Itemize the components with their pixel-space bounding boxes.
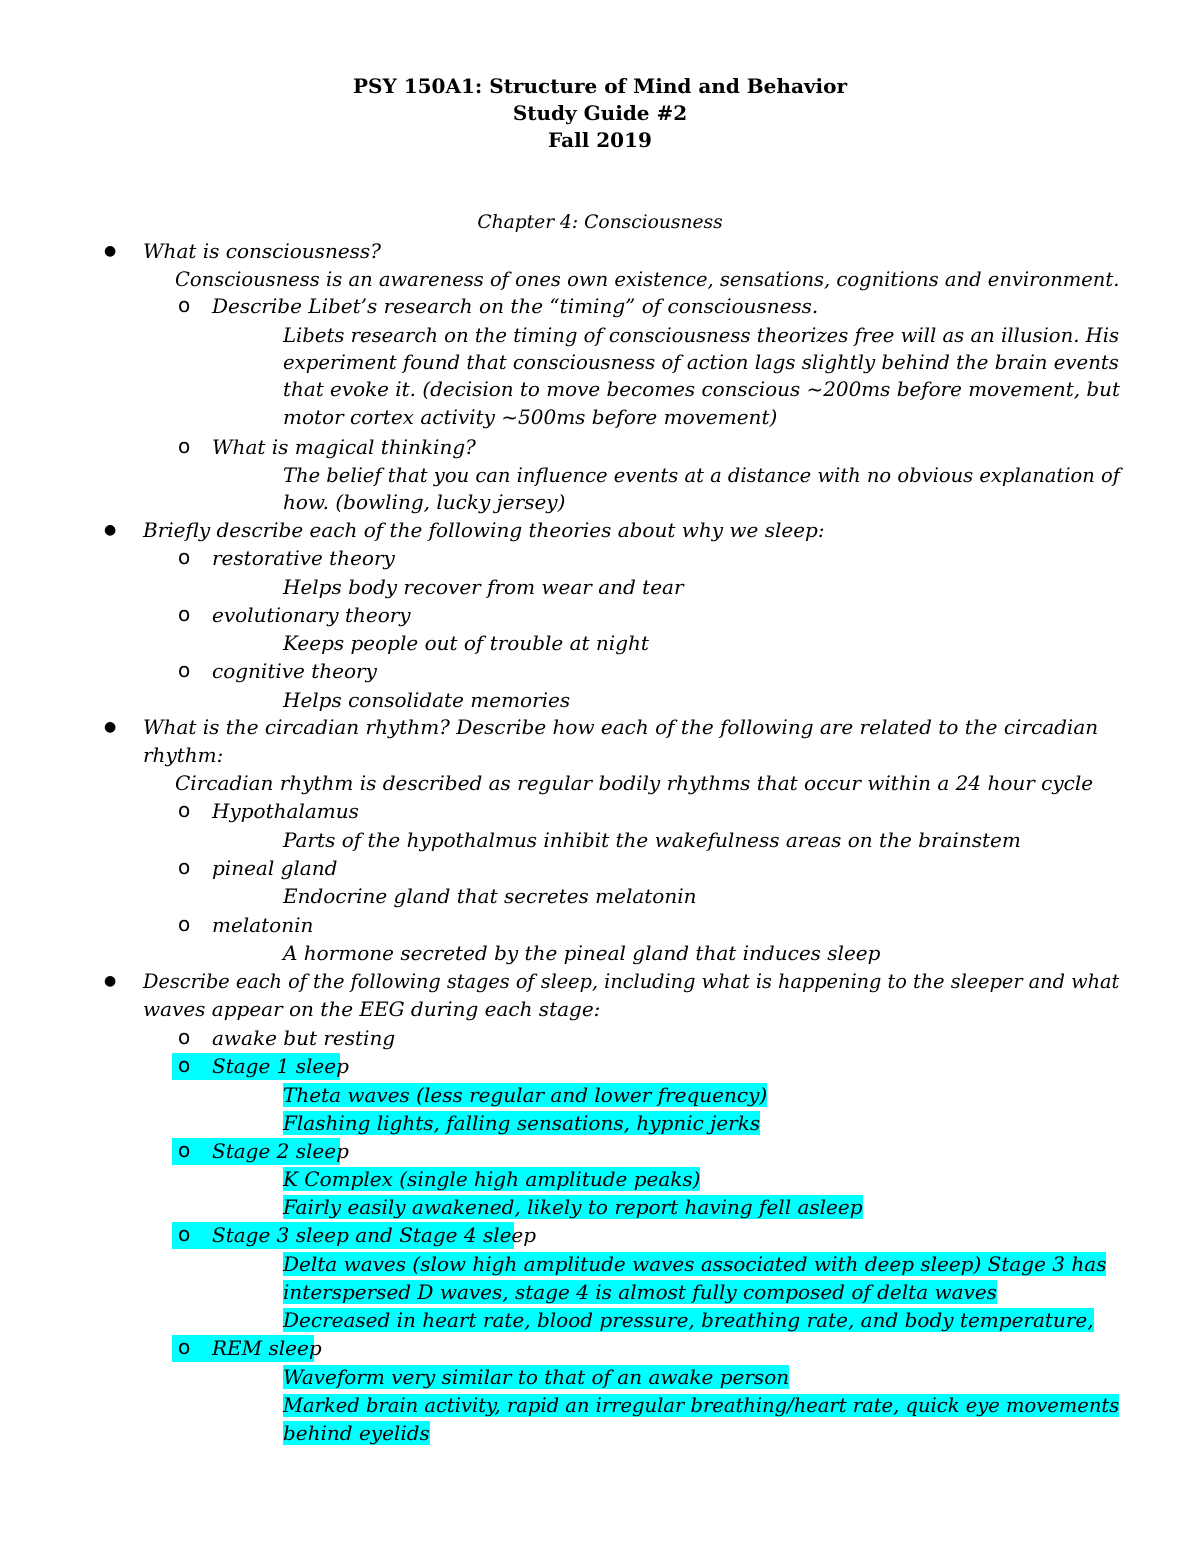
answer-magical-line: The belief that you can influence events at a distance with no obvious explanation of bbox=[283, 464, 1120, 487]
theory-label: evolutionary theory bbox=[212, 603, 411, 627]
sub-marker: o bbox=[178, 658, 191, 682]
sub-marker: o bbox=[178, 434, 191, 458]
sub-marker: o bbox=[178, 293, 191, 317]
stage-2-line bbox=[283, 1166, 700, 1193]
rem-label: REM sleep bbox=[212, 1336, 322, 1360]
sub-marker: o bbox=[178, 1222, 191, 1246]
stage-34-line bbox=[283, 1307, 1094, 1334]
stage-34-line bbox=[283, 1279, 997, 1306]
stage-34-line bbox=[283, 1251, 1106, 1278]
stage-2-line bbox=[283, 1194, 863, 1221]
stage-label: awake but resting bbox=[212, 1026, 396, 1050]
sub-marker: o bbox=[178, 1025, 191, 1049]
chapter-heading: Chapter 4: Consciousness bbox=[477, 212, 723, 233]
sub-marker: o bbox=[178, 1138, 191, 1162]
stage-34-text: Decreased in heart rate, blood pressure, breathing rate, and body temperature, bbox=[283, 1308, 1094, 1332]
sub-marker: o bbox=[178, 1053, 191, 1077]
circadian-item-label: Hypothalamus bbox=[212, 799, 359, 823]
rem-highlight bbox=[172, 1335, 322, 1362]
bullet-marker: ● bbox=[104, 719, 117, 735]
circadian-item-answer: Parts of the hypothalmus inhibit the wakefulness areas on the brainstem bbox=[283, 828, 1021, 852]
circadian-item-answer: A hormone secreted by the pineal gland that induces sleep bbox=[283, 941, 881, 965]
answer-magical-line: how. (bowling, lucky jersey) bbox=[283, 490, 566, 514]
guide-title: Study Guide #2 bbox=[512, 101, 688, 125]
theory-answer: Keeps people out of trouble at night bbox=[283, 631, 649, 655]
answer-libet-line: Libets research on the timing of consciousness theorizes free will as an illusion. His bbox=[283, 324, 1120, 347]
sub-marker: o bbox=[178, 602, 191, 626]
circadian-item-answer: Endocrine gland that secretes melatonin bbox=[283, 884, 697, 908]
stage-2-text: Fairly easily awakened, likely to report having fell asleep bbox=[283, 1195, 863, 1219]
stage-1-text: Flashing lights, falling sensations, hypnic jerks bbox=[283, 1111, 761, 1135]
rem-line bbox=[283, 1364, 789, 1391]
stage-1-line bbox=[283, 1082, 767, 1109]
question-sleep-stages-line: waves appear on the EEG during each stage: bbox=[143, 997, 601, 1021]
bullet-marker: ● bbox=[104, 243, 117, 259]
stage-34-text: interspersed D waves, stage 4 is almost fully composed of delta waves bbox=[283, 1280, 997, 1304]
question-sleep-theories: Briefly describe each of the following theories about why we sleep: bbox=[143, 518, 825, 542]
answer-circadian: Circadian rhythm is described as regular bodily rhythms that occur within a 24 hour cycle bbox=[175, 771, 1094, 795]
answer-libet-line: motor cortex activity ~500ms before movement) bbox=[283, 405, 778, 429]
theory-answer: Helps consolidate memories bbox=[283, 688, 571, 712]
sub-marker: o bbox=[178, 912, 191, 936]
answer-consciousness: Consciousness is an awareness of ones own existence, sensations, cognitions and environment. bbox=[175, 268, 1120, 291]
question-libet: Describe Libet’s research on the “timing” of consciousness. bbox=[212, 294, 819, 318]
circadian-item-label: pineal gland bbox=[212, 856, 338, 880]
sub-marker: o bbox=[178, 855, 191, 879]
question-magical-thinking: What is magical thinking? bbox=[212, 435, 476, 459]
theory-answer: Helps body recover from wear and tear bbox=[283, 575, 684, 599]
rem-text: Marked brain activity, rapid an irregular breathing/heart rate, quick eye movements bbox=[283, 1394, 1120, 1417]
bullet-marker: ● bbox=[104, 522, 117, 538]
question-circadian-line: rhythm: bbox=[143, 743, 224, 767]
answer-libet-line: that evoke it. (decision to move becomes conscious ~200ms before movement, but bbox=[283, 378, 1120, 401]
sub-marker: o bbox=[178, 545, 191, 569]
stage-34-label: Stage 3 sleep and Stage 4 sleep bbox=[212, 1223, 537, 1247]
stage-2-text: K Complex (single high amplitude peaks) bbox=[283, 1167, 701, 1191]
term-title: Fall 2019 bbox=[548, 128, 652, 152]
stage-2-highlight bbox=[172, 1138, 349, 1165]
stage-1-text: Theta waves (less regular and lower frequency) bbox=[283, 1083, 768, 1107]
theory-label: cognitive theory bbox=[212, 659, 377, 683]
rem-text: behind eyelids bbox=[283, 1421, 430, 1445]
sub-marker: o bbox=[178, 798, 191, 822]
question-consciousness: What is consciousness? bbox=[143, 239, 381, 263]
theory-label: restorative theory bbox=[212, 546, 395, 570]
answer-libet-line: experiment found that consciousness of action lags slightly behind the brain events bbox=[283, 351, 1119, 374]
stage-1-highlight bbox=[172, 1053, 349, 1080]
sub-marker: o bbox=[178, 1335, 191, 1359]
stage-2-label: Stage 2 sleep bbox=[212, 1139, 349, 1163]
rem-text: Waveform very similar to that of an awake person bbox=[283, 1365, 790, 1389]
course-title: PSY 150A1: Structure of Mind and Behavior bbox=[353, 74, 847, 98]
stage-1-label: Stage 1 sleep bbox=[212, 1054, 349, 1078]
stage-1-line bbox=[283, 1110, 760, 1137]
stage-34-text: Delta waves (slow high amplitude waves associated with deep sleep) Stage 3 has bbox=[283, 1252, 1107, 1276]
circadian-item-label: melatonin bbox=[212, 913, 314, 937]
question-sleep-stages-line: Describe each of the following stages of sleep, including what is happening to the sleeper and what bbox=[143, 970, 1120, 993]
question-circadian-line: What is the circadian rhythm? Describe how each of the following are related to the circadian bbox=[143, 715, 1099, 739]
rem-line bbox=[283, 1420, 430, 1447]
rem-line bbox=[283, 1392, 1119, 1419]
bullet-marker: ● bbox=[104, 973, 117, 989]
stage-34-highlight bbox=[172, 1222, 537, 1249]
